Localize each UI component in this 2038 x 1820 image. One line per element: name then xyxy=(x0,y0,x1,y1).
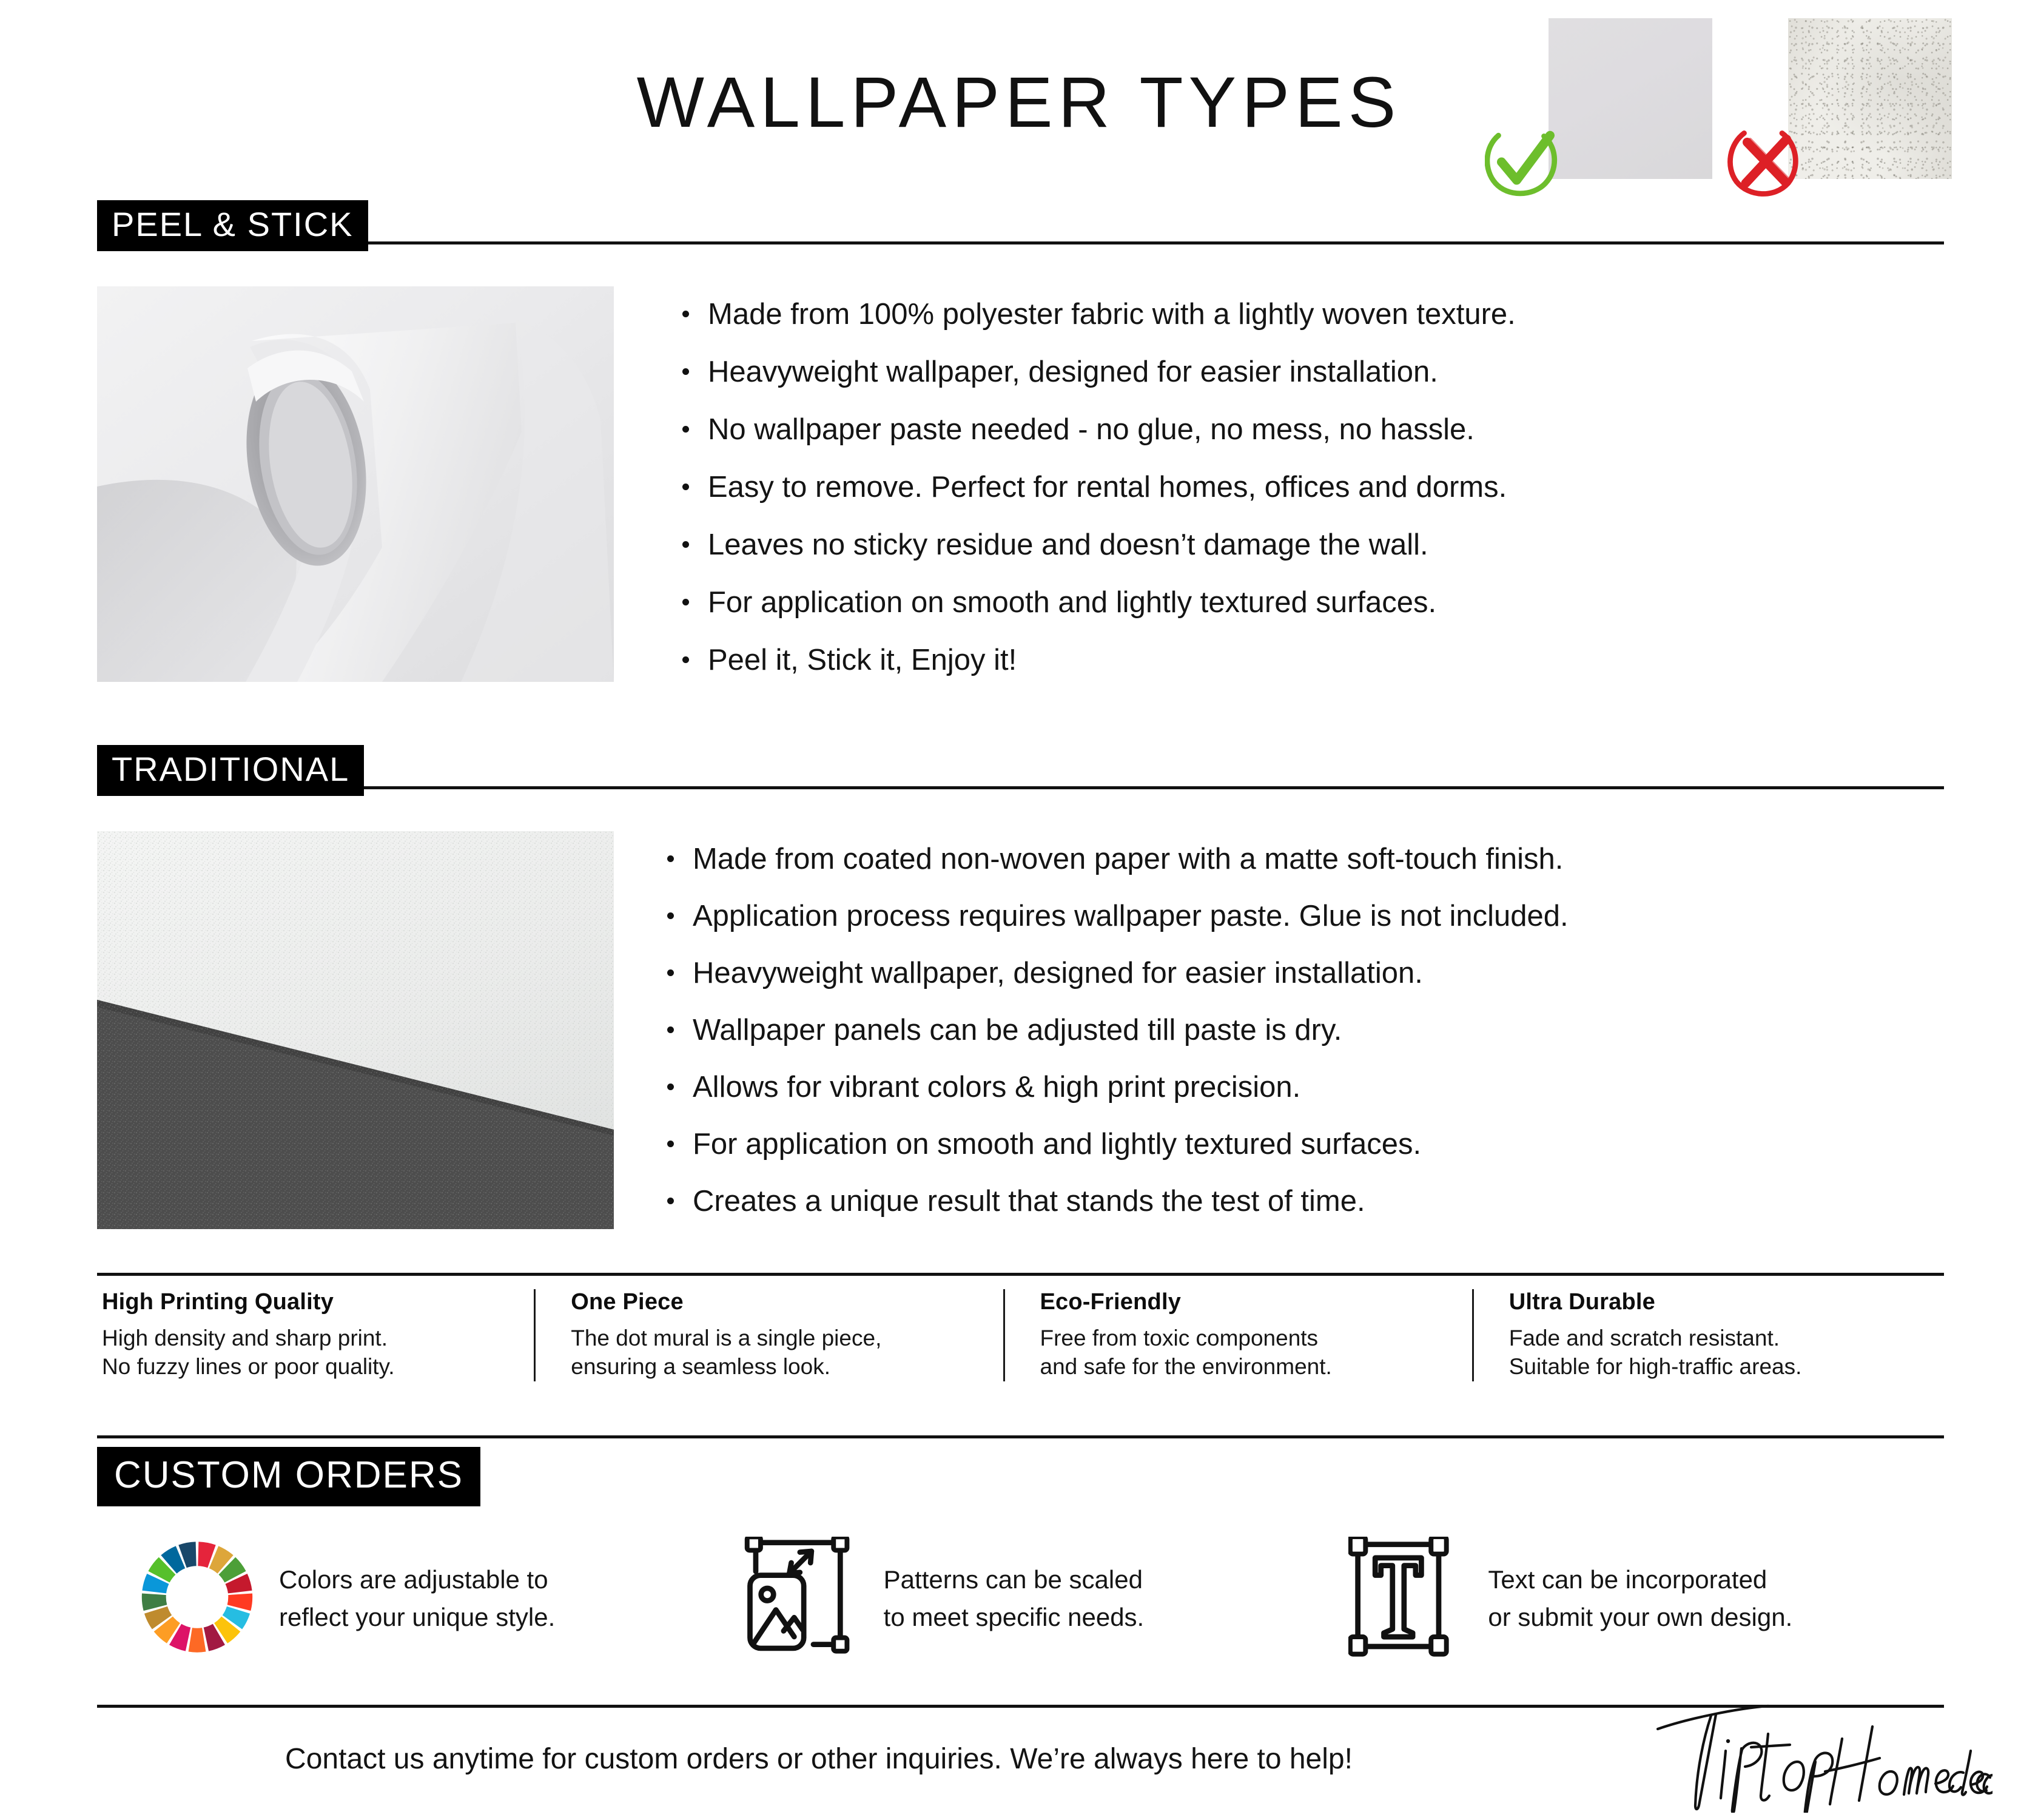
cross-icon xyxy=(1727,123,1803,198)
feature-item xyxy=(1003,1289,1472,1381)
footer-contact-text: Contact us anytime for custom orders or other inquiries. We’re always here to help! xyxy=(285,1743,1353,1775)
traditional-product-image xyxy=(97,831,614,1229)
section-rule-peel-stick xyxy=(97,241,1944,244)
feature-title: Eco-Friendly xyxy=(1040,1289,1182,1315)
custom-orders-top-rule xyxy=(97,1435,1944,1438)
rough-swatch-image xyxy=(1788,18,1952,179)
custom-order-line: or submit your own design. xyxy=(1488,1603,1793,1631)
feature-title: High Printing Quality xyxy=(102,1289,334,1315)
custom-order-line: reflect your unique style. xyxy=(279,1603,556,1631)
section-header-traditional xyxy=(97,745,364,796)
section-header-peel-stick xyxy=(97,200,368,251)
feature-line: ensuring a seamless look. xyxy=(571,1354,831,1380)
section-header-custom-orders xyxy=(97,1447,480,1506)
list-item: Heavyweight wallpaper, designed for easier installation. xyxy=(667,956,1569,990)
feature-line: Fade and scratch resistant. xyxy=(1508,1326,1780,1350)
custom-order-line: Colors are adjustable to xyxy=(279,1565,548,1594)
feature-item xyxy=(97,1289,534,1381)
custom-order-text xyxy=(884,1561,1145,1636)
feature-item xyxy=(1472,1289,1941,1381)
traditional-bullet-list xyxy=(667,842,1569,1218)
list-item: Peel it, Stick it, Enjoy it! xyxy=(682,643,1516,677)
section-label-traditional: TRADITIONAL xyxy=(97,745,364,796)
list-item: Leaves no sticky residue and doesn’t damage the wall. xyxy=(682,528,1516,562)
list-item: Allows for vibrant colors & high print precision. xyxy=(667,1070,1569,1104)
custom-order-item xyxy=(744,1537,1349,1661)
custom-order-line: to meet specific needs. xyxy=(883,1603,1145,1631)
list-item: Made from coated non-woven paper with a matte soft-touch finish. xyxy=(667,842,1569,876)
list-item: Creates a unique result that stands the test of time. xyxy=(667,1184,1569,1218)
check-icon xyxy=(1485,123,1561,198)
section-label-custom-orders: CUSTOM ORDERS xyxy=(97,1447,480,1506)
feature-title: One Piece xyxy=(571,1289,684,1315)
list-item: Heavyweight wallpaper, designed for easier installation. xyxy=(682,355,1516,389)
list-item: For application on smooth and lightly textured surfaces. xyxy=(682,585,1516,619)
custom-order-text xyxy=(1488,1561,1792,1636)
custom-orders-row xyxy=(140,1532,1953,1665)
color-wheel-icon xyxy=(140,1532,255,1665)
smooth-swatch-image xyxy=(1549,18,1712,179)
text-box-icon xyxy=(1348,1537,1464,1661)
feature-line: Suitable for high-traffic areas. xyxy=(1508,1354,1802,1380)
feature-item xyxy=(534,1289,1003,1381)
scale-image-icon xyxy=(744,1537,859,1661)
features-top-rule xyxy=(97,1273,1944,1276)
smooth-surface-swatch xyxy=(1549,18,1712,179)
feature-line: No fuzzy lines or poor quality. xyxy=(102,1354,395,1380)
features-row xyxy=(97,1289,1941,1381)
feature-line: The dot mural is a single piece, xyxy=(571,1326,882,1350)
custom-order-item xyxy=(1348,1537,1953,1661)
list-item: For application on smooth and lightly textured surfaces. xyxy=(667,1127,1569,1161)
rough-surface-swatch xyxy=(1788,18,1952,179)
brand-signature-logo xyxy=(1653,1704,1993,1816)
list-item: Easy to remove. Perfect for rental homes, offices and dorms. xyxy=(682,470,1516,504)
list-item: No wallpaper paste needed - no glue, no mess, no hassle. xyxy=(682,413,1516,447)
custom-order-line: Text can be incorporated xyxy=(1488,1565,1767,1594)
list-item: Wallpaper panels can be adjusted till paste is dry. xyxy=(667,1013,1569,1047)
peel-stick-product-image xyxy=(97,286,614,682)
feature-title: Ultra Durable xyxy=(1508,1289,1655,1315)
feature-line: High density and sharp print. xyxy=(102,1326,388,1350)
custom-order-line: Patterns can be scaled xyxy=(883,1565,1143,1594)
list-item: Application process requires wallpaper paste. Glue is not included. xyxy=(667,899,1569,933)
section-rule-traditional xyxy=(97,786,1944,789)
page-title: WALLPAPER TYPES xyxy=(636,62,1402,143)
custom-order-text xyxy=(279,1561,555,1636)
feature-line: and safe for the environment. xyxy=(1040,1354,1332,1380)
list-item: Made from 100% polyester fabric with a lightly woven texture. xyxy=(682,297,1516,331)
custom-order-item xyxy=(140,1532,744,1665)
section-label-peel-stick: PEEL & STICK xyxy=(97,200,368,251)
feature-line: Free from toxic components xyxy=(1040,1326,1319,1350)
peel-stick-bullet-list xyxy=(682,297,1516,677)
